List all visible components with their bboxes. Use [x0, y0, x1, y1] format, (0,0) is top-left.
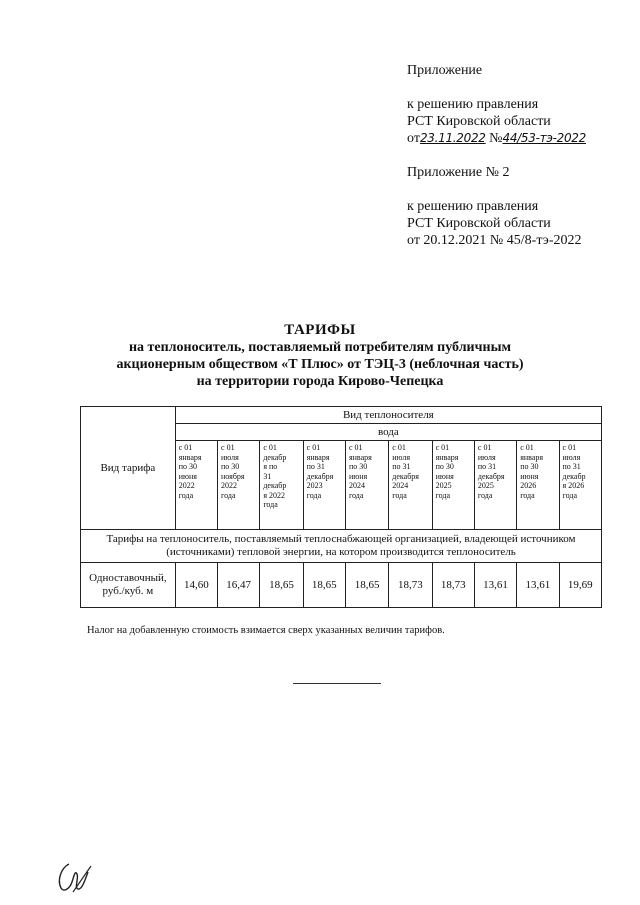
period-text-line: июля	[392, 452, 410, 462]
period-text-line: по 30	[435, 462, 454, 471]
period-text-line: июля	[477, 452, 496, 462]
handwritten-number: 44/53-тэ-2022	[502, 131, 586, 145]
tariff-value-cell: 18,65	[260, 563, 303, 608]
period-text-line: с 01	[477, 443, 492, 452]
period-text-line: года	[178, 490, 194, 500]
period-header-cell	[175, 441, 217, 530]
period-text-line: июня	[178, 471, 197, 481]
decision-date-line	[407, 130, 632, 147]
carrier-type-header: Вид теплоносителя	[175, 407, 601, 424]
period-text-line: января	[348, 452, 372, 462]
period-header-cell	[303, 441, 345, 530]
tariff-row	[81, 563, 602, 608]
number-prefix: №	[489, 131, 503, 146]
period-text-line: января	[178, 452, 202, 462]
period-text-line: 2024	[392, 481, 409, 490]
row-label-line-2: руб./куб. м	[102, 585, 154, 597]
decision-line-2: к решению правления	[407, 199, 539, 214]
period-text-line: по 31	[392, 462, 411, 471]
period-text-line: года	[435, 490, 451, 500]
period-text-line: года	[562, 490, 577, 500]
period-text-line: года	[348, 490, 364, 500]
period-text-line: декабр	[263, 452, 287, 462]
tariff-value-cell: 18,65	[345, 563, 388, 608]
period-text-line: по 31	[562, 462, 581, 471]
period-text-line: января	[435, 452, 459, 462]
period-text-line: с 01	[221, 443, 235, 452]
tariff-value-cell: 18,73	[432, 563, 474, 608]
document-title	[80, 322, 560, 390]
title-line-2: на теплоноситель, поставляемый потребителям публичным	[128, 340, 512, 355]
period-text-line: 2022	[178, 481, 195, 490]
appendix-label: Приложение	[407, 63, 483, 78]
period-text-line: года	[306, 490, 322, 500]
period-text-line: по 31	[306, 462, 325, 471]
period-text-line: декабр	[263, 481, 287, 490]
period-header-cell	[559, 441, 601, 530]
row-label	[81, 563, 176, 608]
period-text-line: 2022	[221, 481, 238, 490]
period-text-line: с 01	[306, 443, 321, 452]
period-text-line: года	[392, 490, 407, 500]
title-line-4: на территории города Кирово-Чепецка	[196, 374, 444, 389]
org-line-2: РСТ Кировской области	[407, 216, 551, 231]
tariff-value-cell: 18,73	[389, 563, 432, 608]
water-header: вода	[175, 424, 601, 441]
tariff-value-cell: 13,61	[474, 563, 516, 608]
period-text-line: с 01	[435, 443, 450, 452]
period-text-line: по 30	[348, 462, 368, 471]
title-line-3: акционерным обществом «Т Плюс» от ТЭЦ-3 (неблочная часть)	[116, 357, 524, 372]
period-header-cell	[517, 441, 559, 530]
period-header-cell	[345, 441, 388, 530]
period-text-line: года	[477, 490, 493, 500]
tariff-value-cell: 18,65	[303, 563, 345, 608]
period-text-line: 2025	[435, 481, 452, 490]
appendix-header	[407, 62, 632, 249]
period-text-line: по 30	[221, 462, 240, 471]
period-header-cell	[389, 441, 432, 530]
period-text-line: года	[263, 500, 278, 509]
period-header-cell	[260, 441, 303, 530]
period-text-line: 2025	[477, 481, 494, 490]
period-text-line: по 31	[477, 462, 497, 471]
handwritten-date: 23.11.2022	[419, 131, 486, 145]
period-text-line: декабря	[392, 471, 419, 481]
period-text-line: я по	[263, 462, 278, 471]
period-text-line: по 30	[178, 462, 197, 471]
period-text-line: с 01	[520, 443, 534, 452]
period-text-line: июня	[520, 471, 539, 481]
period-text-line: с 01	[263, 443, 277, 452]
period-text-line: 31	[263, 471, 272, 481]
period-text-line: 2026	[520, 481, 537, 490]
period-text-line: января	[520, 452, 544, 462]
separator-line	[293, 683, 381, 684]
period-text-line: с 01	[392, 443, 406, 452]
reference-line: от 20.12.2021 № 45/8-тэ-2022	[407, 233, 582, 248]
tariff-value-cell: 19,69	[559, 563, 601, 608]
period-text-line: 2024	[348, 481, 365, 490]
period-text-line: июня	[348, 471, 368, 481]
row-label-line-1: Одноставочный,	[89, 572, 167, 584]
tariff-value-cell: 13,61	[517, 563, 559, 608]
period-text-line: я 2022	[263, 490, 286, 500]
period-text-line: января	[306, 452, 330, 462]
period-text-line: 2023	[306, 481, 323, 490]
org-line: РСТ Кировской области	[407, 114, 551, 129]
tariff-kind-header: Вид тарифа	[81, 407, 176, 530]
period-text-line: с 01	[348, 443, 363, 452]
period-text-line: июня	[435, 471, 454, 481]
signature-mark	[55, 858, 95, 896]
tariff-value-cell: 14,60	[175, 563, 217, 608]
period-header-cell	[218, 441, 260, 530]
period-header-cell	[432, 441, 474, 530]
period-header-cell	[474, 441, 516, 530]
tariff-value-cell: 16,47	[218, 563, 260, 608]
section-row: Тарифы на теплоноситель, поставляемый теплоснабжающей организацией, владеющей источником (источниками) тепловой энергии, на котором производится теплоноситель	[81, 530, 602, 563]
period-text-line: по 30	[520, 462, 539, 471]
period-text-line: года	[221, 490, 236, 500]
period-text-line: я 2026	[562, 481, 585, 490]
decision-line: к решению правления	[407, 97, 539, 112]
period-text-line: декабря	[477, 471, 505, 481]
period-text-line: с 01	[562, 443, 577, 452]
tariff-table	[80, 406, 602, 608]
period-text-line: года	[520, 490, 535, 500]
period-text-line: декабря	[306, 471, 334, 481]
period-text-line: ноября	[221, 471, 245, 481]
title-main: ТАРИФЫ	[284, 322, 356, 338]
vat-note: Налог на добавленную стоимость взимается сверх указанных величин тарифов.	[87, 625, 445, 636]
period-text-line: с 01	[178, 443, 193, 452]
period-text-line: июля	[221, 452, 239, 462]
period-text-line: июля	[562, 452, 581, 462]
from-prefix: от	[407, 131, 420, 146]
period-text-line: декабр	[562, 471, 586, 481]
appendix-2-label: Приложение № 2	[407, 165, 510, 180]
